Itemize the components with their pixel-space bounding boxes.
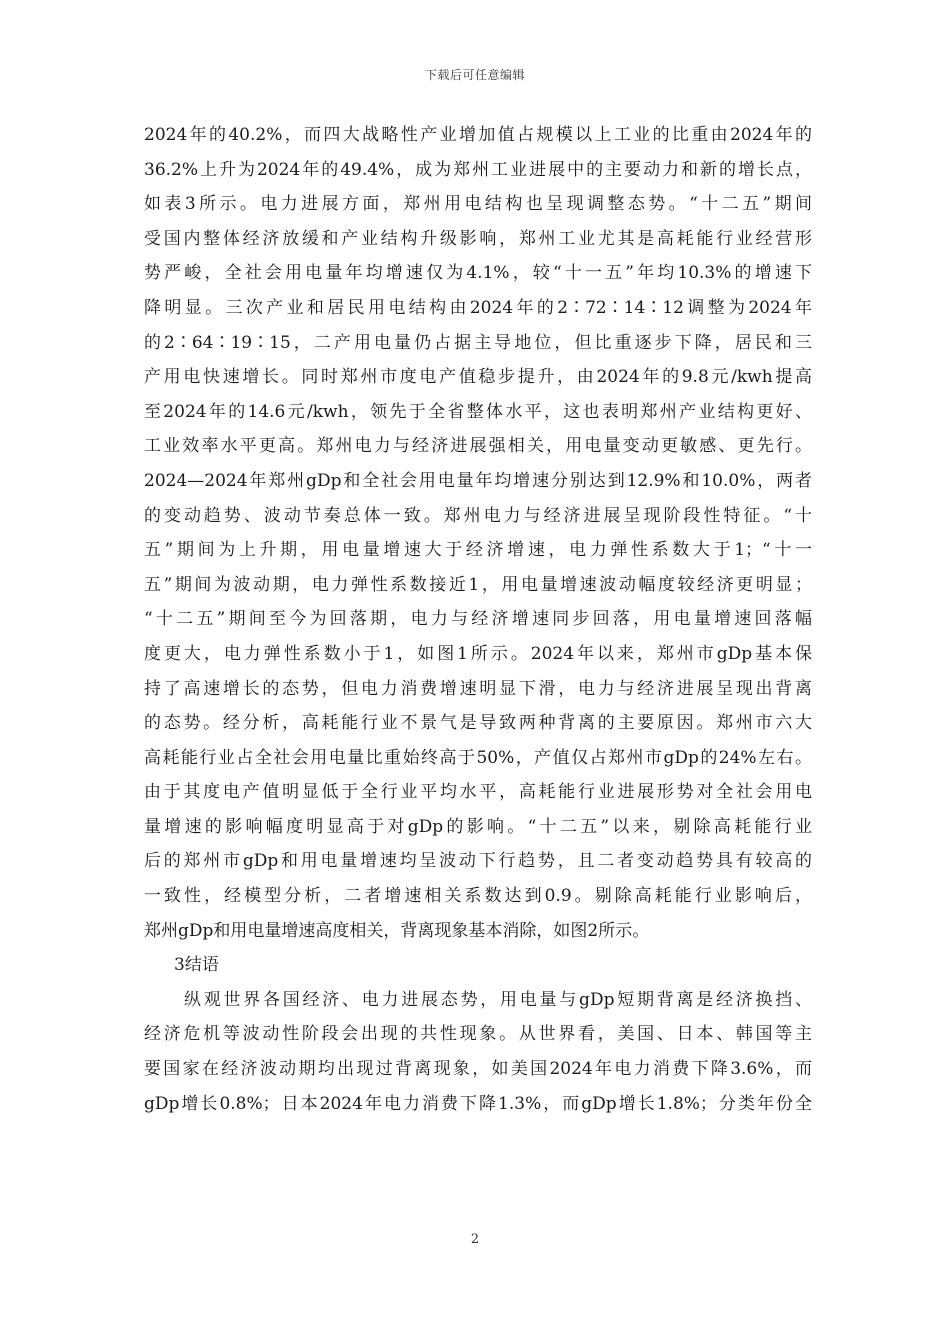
body-line: 工业效率水平更高。郑州电力与经济进展强相关，用电量变动更敏感、更先行。: [144, 436, 812, 457]
body-line: 后的郑州市gDp和用电量增速均呈波动下行趋势，且二者变动趋势具有较高的: [144, 851, 812, 872]
body-line: 2024—2024年郑州gDp和全社会用电量年均增速分别达到12.9%和10.0%，两者: [144, 470, 812, 491]
body-line: 受国内整体经济放缓和产业结构升级影响，郑州工业尤其是高耗能行业经营形: [144, 228, 812, 249]
body-line: 高耗能行业占全社会用电量比重始终高于50%，产值仅占郑州市gDp的24%左右。: [144, 747, 812, 768]
document-body: [144, 118, 812, 1121]
body-line: 五”期间为上升期，用电量增速大于经济增速，电力弹性系数大于1；“十一: [144, 540, 812, 561]
body-line: 的2∶64∶19∶15，二产用电量仍占据主导地位，但比重逐步下降，居民和三: [144, 332, 812, 353]
body-line: 五”期间为波动期，电力弹性系数接近1，用电量增速波动幅度较经济更明显；: [144, 574, 812, 595]
body-line: 势严峻，全社会用电量年均增速仅为4.1%，较“十一五”年均10.3%的增速下: [144, 263, 812, 284]
body-line: 郑州gDp和用电量增速高度相关，背离现象基本消除，如图2所示。: [144, 920, 650, 941]
body-line: 36.2%上升为2024年的49.4%，成为郑州工业进展中的主要动力和新的增长点，: [144, 159, 812, 180]
page-header: 下载后可任意编辑: [424, 68, 525, 82]
body-line: 降明显。三次产业和居民用电结构由2024年的2∶72∶14∶12调整为2024年: [144, 297, 812, 318]
conclusion-line: gDp增长0.8%；日本2024年电力消费下降1.3%，而gDp增长1.8%；分类年份全: [144, 1093, 812, 1114]
body-line: 产用电快速增长。同时郑州市度电产值稳步提升，由2024年的9.8元/kwh提高: [144, 367, 812, 388]
section-heading: 3结语: [174, 955, 219, 976]
body-line: 如表3所示。电力进展方面，郑州用电结构也呈现调整态势。“十二五”期间: [144, 194, 812, 215]
body-line: 的态势。经分析，高耗能行业不景气是导致两种背离的主要原因。郑州市六大: [144, 713, 812, 734]
body-line: 2024年的40.2%，而四大战略性产业增加值占规模以上工业的比重由2024年的: [144, 125, 812, 145]
body-line: 一致性，经模型分析，二者增速相关系数达到0.9。剔除高耗能行业影响后，: [144, 886, 812, 907]
body-line: 持了高速增长的态势，但电力消费增速明显下滑，电力与经济进展呈现出背离: [144, 678, 812, 699]
page-number: 2: [470, 1232, 480, 1247]
body-line: 的变动趋势、波动节奏总体一致。郑州电力与经济进展呈现阶段性特征。“十: [144, 505, 812, 526]
conclusion-line: 纵观世界各国经济、电力进展态势，用电量与gDp短期背离是经济换挡、: [184, 989, 812, 1010]
body-line: “十二五”期间至今为回落期，电力与经济增速同步回落，用电量增速回落幅: [144, 609, 812, 630]
body-line: 由于其度电产值明显低于全行业平均水平，高耗能行业进展形势对全社会用电: [144, 782, 812, 803]
body-line: 至2024年的14.6元/kwh，领先于全省整体水平，这也表明郑州产业结构更好、: [144, 401, 812, 422]
body-line: 度更大，电力弹性系数小于1，如图1所示。2024年以来，郑州市gDp基本保: [144, 643, 812, 664]
conclusion-line: 经济危机等波动性阶段会出现的共性现象。从世界看，美国、日本、韩国等主: [144, 1024, 812, 1045]
body-line: 量增速的影响幅度明显高于对gDp的影响。“十二五”以来，剔除高耗能行业: [144, 816, 812, 837]
conclusion-line: 要国家在经济波动期均出现过背离现象，如美国2024年电力消费下降3.6%，而: [144, 1059, 812, 1080]
